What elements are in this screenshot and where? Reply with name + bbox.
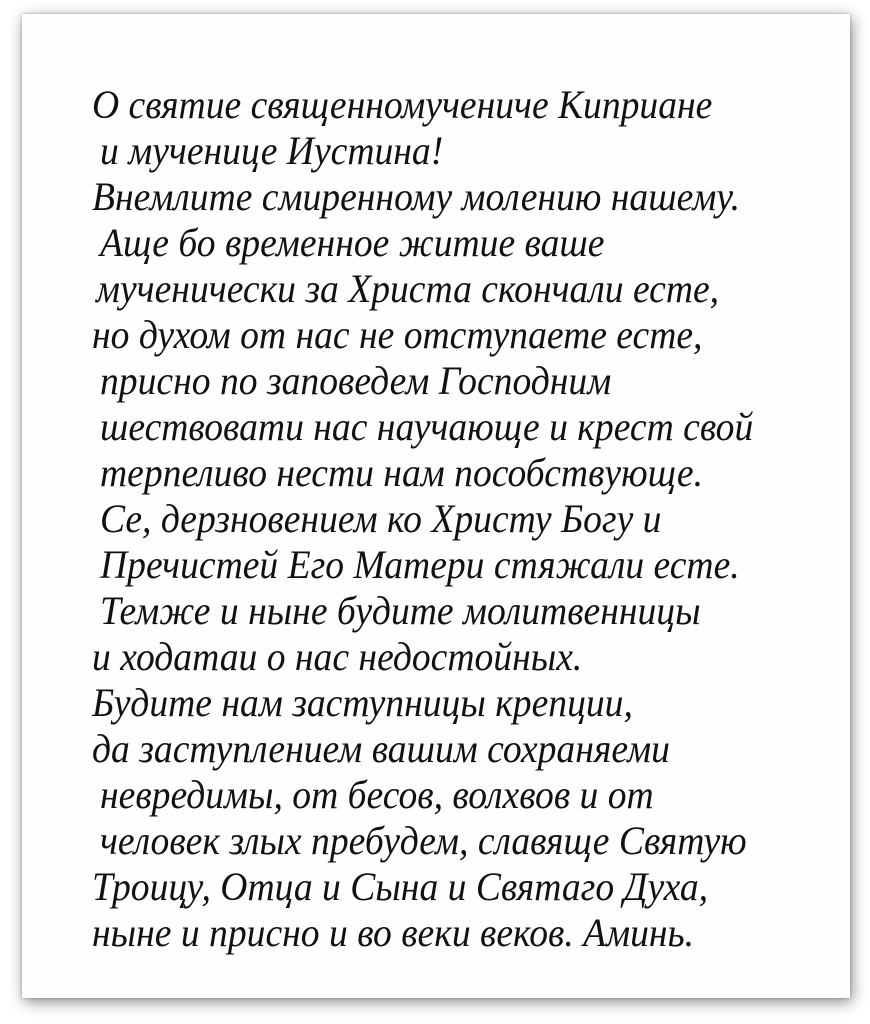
prayer-line: Аще бо временное житие ваше bbox=[100, 220, 605, 265]
prayer-line: присно по заповедем Господним bbox=[100, 358, 612, 403]
prayer-line: шествовати нас научающе и крест свой bbox=[100, 404, 754, 449]
prayer-line: и мученице Иустина! bbox=[100, 128, 444, 173]
prayer-line: Троицу, Отца и Сына и Святаго Духа, bbox=[92, 864, 709, 909]
prayer-line: Внемлите смиренному молению нашему. bbox=[92, 174, 741, 219]
prayer-line: ныне и присно и во веки веков. Аминь. bbox=[92, 910, 695, 955]
prayer-line: Будите нам заступницы крепции, bbox=[92, 680, 633, 725]
prayer-line: Се, дерзновением ко Христу Богу и bbox=[100, 496, 662, 541]
prayer-line: О святие священномучениче Киприане bbox=[92, 82, 713, 127]
prayer-line: человек злых пребудем, славяще Святую bbox=[100, 818, 747, 863]
prayer-line: но духом от нас не отступаете есте, bbox=[92, 312, 703, 357]
prayer-line: да заступлением вашим сохраняеми bbox=[92, 726, 670, 771]
prayer-line: и ходатаи о нас недостойных. bbox=[92, 634, 583, 679]
prayer-line: Темже и ныне будите молитвенницы bbox=[100, 588, 701, 633]
prayer-line: мученически за Христа скончали есте, bbox=[96, 266, 720, 311]
prayer-line: Пречистей Его Матери стяжали есте. bbox=[100, 542, 740, 587]
prayer-line: терпеливо нести нам пособствующе. bbox=[100, 450, 703, 495]
prayer-line: невредимы, от бесов, волхвов и от bbox=[100, 772, 654, 817]
